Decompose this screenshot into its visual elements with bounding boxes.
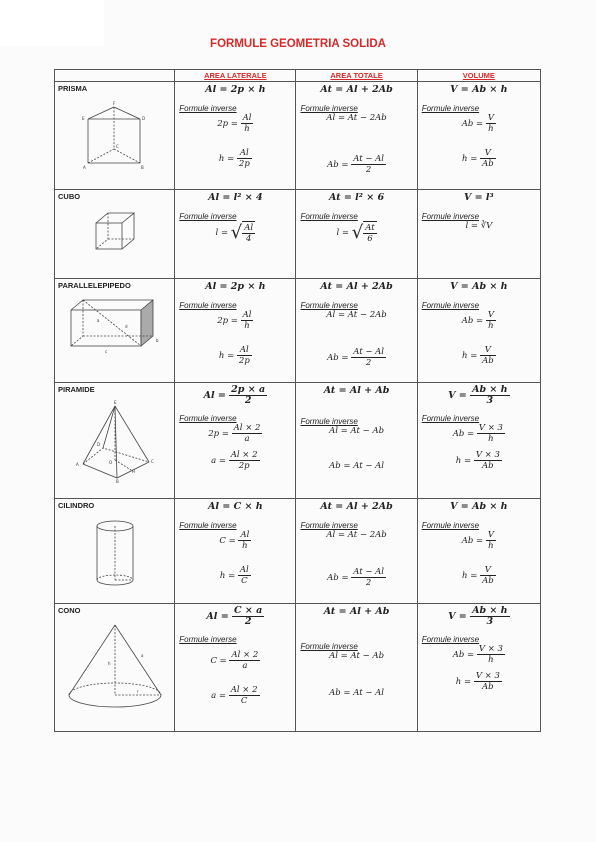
inverse-label: Formule inverse: [300, 417, 358, 426]
inverse-label: Formule inverse: [300, 642, 358, 651]
main-formula: At = Al + 2Ab: [320, 501, 393, 512]
main-formula: V = Ab × h: [450, 501, 508, 512]
inverse-label: Formule inverse: [421, 414, 480, 423]
inverse-formula: Al = At − 2Ab: [326, 530, 387, 540]
area-totale-cell: [296, 499, 417, 604]
inverse-formula: Ab = At − Al: [329, 461, 385, 471]
shape-name: CUBO: [58, 192, 81, 201]
vertex-label: E: [113, 400, 117, 405]
cylinder-figure: [90, 516, 140, 592]
shape-cell: [55, 499, 175, 604]
inverse-formula: Ab = $\frac{V}{h}$: [461, 113, 494, 134]
inverse-label: Formule inverse: [421, 104, 480, 113]
main-formula: At = Al + Ab: [323, 385, 390, 396]
inverse-formula: Ab = $\frac{V}{h}$: [461, 530, 494, 551]
row-cubo: [55, 190, 541, 279]
vertex-label: A: [75, 462, 79, 467]
inverse-formula: h = $\frac{Al}{C}$: [219, 565, 249, 586]
inverse-formula: h = $\frac{V}{Ab}$: [462, 148, 494, 169]
main-formula: At = Al + Ab: [323, 606, 390, 617]
inverse-formula: C = $\frac{Al \times 2}{a}$: [210, 650, 259, 671]
cone-figure: [63, 621, 167, 713]
shape-cell: [55, 82, 175, 190]
inverse-label: Formule inverse: [179, 301, 237, 310]
formula-table: [54, 69, 541, 732]
header-row: [55, 70, 541, 82]
main-formula: At = Al + 2Ab: [320, 84, 393, 95]
inverse-formula: a = $\frac{Al \times 2}{2p}$: [211, 450, 258, 471]
inverse-formula: C = $\frac{Al}{h}$: [219, 530, 250, 551]
volume-cell: [417, 82, 540, 190]
inverse-formula: 2p = $\frac{Al \times 2}{a}$: [208, 423, 261, 444]
inverse-formula: h = $\frac{V}{Ab}$: [462, 345, 494, 366]
prism-figure: [80, 99, 150, 173]
area-totale-cell: [296, 190, 417, 279]
inverse-label: Formule inverse: [300, 104, 358, 113]
page-title: FORMULE GEOMETRIA SOLIDA: [210, 38, 386, 50]
inverse-formula: l = ∛V: [465, 221, 493, 231]
edge-label: d: [124, 324, 128, 329]
inverse-formula: Ab = $\frac{At - Al}{2}$: [327, 567, 385, 588]
inverse-formula: Ab = $\frac{V \times 3}{h}$: [452, 644, 503, 665]
inverse-formula: a = $\frac{Al \times 2}{C}$: [211, 685, 258, 706]
inverse-formula: Ab = $\frac{V \times 3}{h}$: [452, 423, 503, 444]
inverse-formula: Al = At − Ab: [329, 426, 385, 436]
area-totale-cell: [296, 604, 417, 732]
cube-figure: [90, 207, 140, 255]
edge-label: a: [140, 653, 144, 658]
volume-cell: [417, 383, 540, 499]
vertex-label: H: [131, 469, 135, 474]
parallelepiped-figure: [67, 296, 163, 356]
inverse-formula: 2p = $\frac{Al}{h}$: [217, 310, 252, 331]
inverse-label: Formule inverse: [179, 212, 237, 221]
inverse-formula: h = $\frac{V}{Ab}$: [462, 565, 494, 586]
shape-cell: [55, 279, 175, 383]
area-laterale-cell: [175, 499, 296, 604]
inverse-formula: 2p = $\frac{Al}{h}$: [217, 113, 252, 134]
main-formula: At = l² × 6: [329, 192, 385, 203]
main-formula: At = Al + 2Ab: [320, 281, 393, 292]
main-formula: Al = C × h: [208, 501, 263, 512]
vertex-label: D: [141, 116, 145, 121]
vertex-label: E: [81, 116, 85, 121]
area-totale-cell: [296, 82, 417, 190]
inverse-label: Formule inverse: [179, 104, 237, 113]
shape-cell: [55, 383, 175, 499]
inverse-label: Formule inverse: [421, 521, 480, 530]
main-formula: V = $\frac{Ab \times h}{3}$: [448, 384, 508, 406]
vertex-label: F: [112, 101, 115, 106]
inverse-formula: Al = At − Ab: [329, 651, 385, 661]
header-blank: [55, 70, 175, 82]
header-area-laterale: AREA LATERALE: [175, 70, 296, 82]
row-cilindro: [55, 499, 541, 604]
main-formula: V = l³: [463, 192, 494, 203]
vertex-label: O: [108, 460, 112, 465]
area-laterale-cell: [175, 383, 296, 499]
inverse-label: Formule inverse: [300, 212, 358, 221]
area-totale-cell: [296, 279, 417, 383]
shape-cell: [55, 190, 175, 279]
shape-name: CONO: [58, 606, 81, 615]
inverse-label: Formule inverse: [179, 521, 237, 530]
inverse-formula: Al = At − 2Ab: [326, 310, 387, 320]
vertex-label: B: [115, 479, 119, 484]
edge-label: r: [136, 689, 139, 694]
inverse-formula: h = $\frac{V \times 3}{Ab}$: [455, 450, 500, 471]
header-area-totale: AREA TOTALE: [296, 70, 417, 82]
row-parallelepipedo: [55, 279, 541, 383]
inverse-formula: h = $\frac{Al}{2p}$: [218, 148, 250, 169]
area-laterale-cell: [175, 279, 296, 383]
shape-name: PIRAMIDE: [58, 385, 95, 394]
inverse-formula: Al = At − 2Ab: [326, 113, 387, 123]
vertex-label: A: [82, 165, 86, 170]
vertex-label: D: [96, 442, 100, 447]
shape-cell: [55, 604, 175, 732]
inverse-label: Formule inverse: [300, 301, 358, 310]
inverse-formula: h = $\frac{V \times 3}{Ab}$: [455, 671, 500, 692]
main-formula: Al = 2p × h: [205, 281, 266, 292]
volume-cell: [417, 499, 540, 604]
main-formula: V = Ab × h: [450, 84, 508, 95]
area-laterale-cell: [175, 82, 296, 190]
shape-name: PARALLELEPIPEDO: [58, 281, 131, 290]
row-cono: [55, 604, 541, 732]
inverse-label: Formule inverse: [421, 212, 480, 221]
edge-label: b: [155, 338, 159, 343]
volume-cell: [417, 279, 540, 383]
edge-label: c: [104, 349, 107, 354]
volume-cell: [417, 604, 540, 732]
vertex-label: B: [140, 165, 144, 170]
inverse-label: Formule inverse: [179, 635, 237, 644]
inverse-label: Formule inverse: [300, 521, 358, 530]
area-totale-cell: [296, 383, 417, 499]
edge-label: a: [96, 318, 100, 323]
header-volume: VOLUME: [417, 70, 540, 82]
area-laterale-cell: [175, 604, 296, 732]
row-prisma: [55, 82, 541, 190]
main-formula: Al = $\frac{2p \times a}{2}$: [203, 384, 266, 406]
vertex-label: C: [115, 144, 119, 149]
shape-name: PRISMA: [58, 84, 88, 93]
main-formula: V = $\frac{Ab \times h}{3}$: [448, 605, 508, 627]
inverse-formula: l = √ $\frac{At}{6}$: [336, 222, 375, 244]
inverse-formula: h = $\frac{Al}{2p}$: [218, 345, 250, 366]
main-formula: Al = $\frac{C \times a}{2}$: [206, 605, 263, 627]
inverse-formula: l = √ $\frac{Al}{4}$: [215, 222, 254, 244]
inverse-label: Formule inverse: [421, 635, 480, 644]
edge-label: h: [107, 661, 111, 666]
inverse-label: Formule inverse: [179, 414, 237, 423]
inverse-formula: Ab = $\frac{At - Al}{2}$: [327, 347, 385, 368]
main-formula: V = Ab × h: [450, 281, 508, 292]
main-formula: Al = 2p × h: [205, 84, 266, 95]
pyramid-figure: [73, 400, 157, 484]
main-formula: Al = l² × 4: [208, 192, 263, 203]
shape-name: CILINDRO: [58, 501, 95, 510]
volume-cell: [417, 190, 540, 279]
vertex-label: C: [150, 459, 154, 464]
inverse-formula: Ab = $\frac{V}{h}$: [461, 310, 494, 331]
row-piramide: [55, 383, 541, 499]
inverse-formula: Ab = $\frac{At - Al}{2}$: [327, 154, 385, 175]
inverse-label: Formule inverse: [421, 301, 480, 310]
area-laterale-cell: [175, 190, 296, 279]
inverse-formula: Ab = At − Al: [329, 688, 385, 698]
